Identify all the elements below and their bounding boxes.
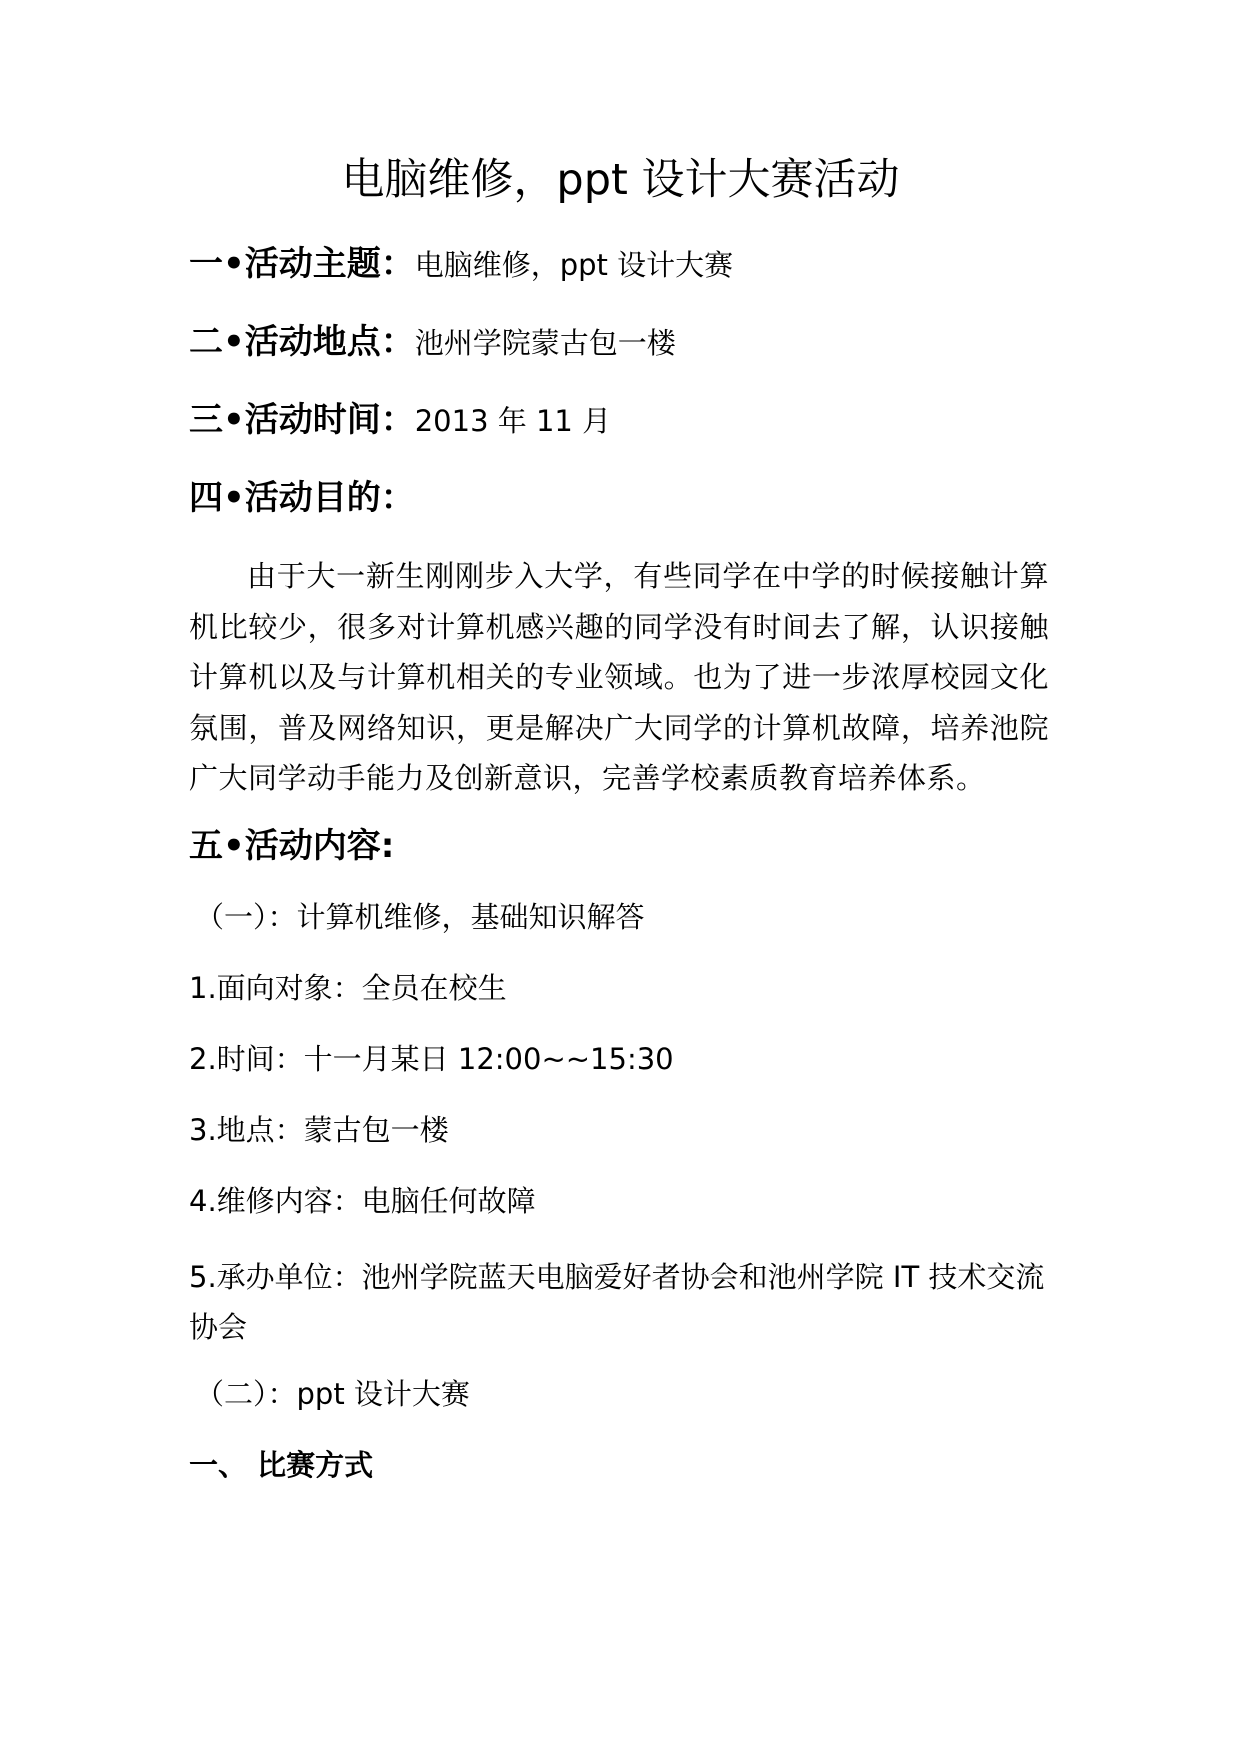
content-heading: 五•活动内容:: [189, 826, 395, 866]
list-item: 2.时间：十一月某日 12:00~~15:30: [189, 1042, 674, 1076]
section-location-value: 池州学院蒙古包一楼: [414, 326, 676, 360]
section-purpose-label: 四•活动目的：: [189, 478, 415, 518]
section-location-label: 二•活动地点：: [189, 322, 415, 362]
document-title: 电脑维修，ppt 设计大赛活动: [341, 155, 900, 205]
section-time: [189, 400, 611, 441]
section-time-label: 三•活动时间：: [189, 400, 415, 440]
section-theme-value: 电脑维修，ppt 设计大赛: [414, 248, 734, 282]
section-location: [189, 322, 676, 363]
section-theme-label: 一•活动主题：: [189, 244, 415, 284]
section-purpose: [189, 478, 415, 519]
list-item: 1.面向对象：全员在校生: [189, 971, 507, 1005]
part-two-subheading: 一、 比赛方式: [189, 1448, 374, 1482]
section-theme: [189, 244, 733, 285]
part-one-heading: （一）：计算机维修，基础知识解答: [195, 900, 645, 934]
list-item: 3.地点：蒙古包一楼: [189, 1113, 449, 1147]
part-two-heading: （二）：ppt 设计大赛: [195, 1377, 470, 1411]
list-item: 5.承办单位：池州学院蓝天电脑爱好者协会和池州学院 IT 技术交流协会: [189, 1260, 1045, 1344]
section-time-value: 2013 年 11 月: [414, 404, 612, 438]
purpose-paragraph: 由于大一新生刚刚步入大学，有些同学在中学的时候接触计算机比较少，很多对计算机感兴趣的同学没有时间去了解，认识接触计算机以及与计算机相关的专业领域。也为了进一步浓厚校园文化氛围，普及网络知识，更是解决广大同学的计算机故障，培养池院广大同学动手能力及创新意识，完善学校素质教育培养体系。: [189, 559, 1049, 795]
list-item: 4.维修内容：电脑任何故障: [189, 1184, 536, 1218]
